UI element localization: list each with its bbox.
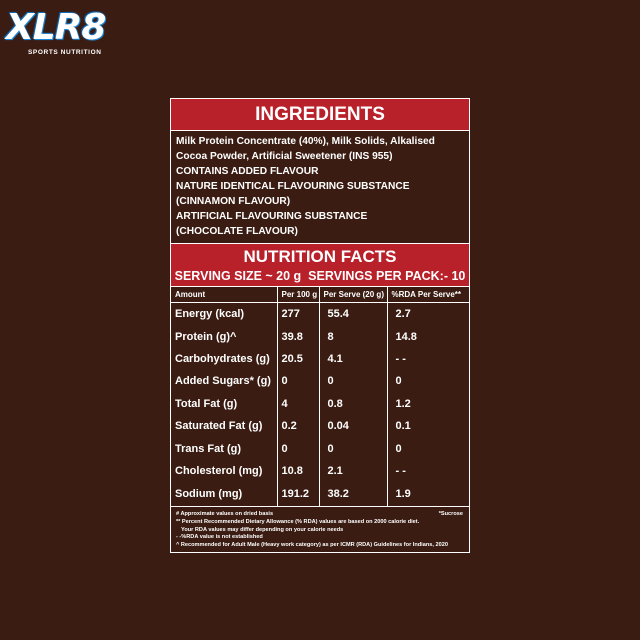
ingredients-title: INGREDIENTS (171, 99, 469, 131)
value-per100: 277 (277, 303, 319, 326)
table-row (171, 325, 469, 347)
value-per100: 39.8 (277, 325, 319, 347)
serving-info (171, 268, 469, 284)
logo-wordmark: XLR8 (6, 7, 106, 48)
value-per-serve: 38.2 (319, 482, 387, 507)
ingredients-line: Milk Protein Concentrate (40%), Milk Solids, Alkalised (176, 136, 435, 147)
nutrition-title: NUTRITION FACTS (243, 247, 397, 266)
table-row (171, 348, 469, 370)
col-header-per100: Per 100 g (277, 287, 319, 303)
footnote-line: ** Percent Recommended Dietary Allowance (% RDA) values are based on 2000 calorie diet. (176, 518, 420, 525)
col-header-amount: Amount (171, 287, 277, 303)
ingredients-list (171, 131, 469, 243)
footnote-line: ^ Recommended for Adult Male (Heavy work category) as per ICMR (RDA) Guidelines for Indians, 2020 (176, 541, 448, 548)
value-per-serve: 8 (319, 325, 387, 347)
value-per-serve: 0.8 (319, 393, 387, 415)
nutrient-name: Total Fat (g) (171, 393, 277, 415)
col-header-rda: %RDA Per Serve** (387, 287, 469, 303)
ingredients-line: CONTAINS ADDED FLAVOUR (176, 166, 319, 177)
footnote-line: # Approximate values on dried basis (176, 511, 274, 518)
value-rda: 2.7 (395, 308, 411, 321)
footnote-line: Your RDA values may differ depending on your calorie needs (181, 526, 344, 533)
value-per100: 0 (277, 370, 319, 392)
table-row (171, 393, 469, 415)
nutrient-name: Cholesterol (mg) (171, 460, 277, 482)
serving-size: SERVING SIZE ~ 20 g (174, 269, 302, 283)
nutrient-name: Energy (kcal) (171, 303, 277, 326)
ingredients-line: NATURE IDENTICAL FLAVOURING SUBSTANCE (176, 181, 410, 192)
value-per100: 0 (277, 437, 319, 459)
table-row (171, 415, 469, 437)
ingredients-line: (CHOCOLATE FLAVOUR) (176, 226, 298, 237)
ingredients-line: (CINNAMON FLAVOUR) (176, 196, 291, 207)
servings-per-pack: SERVINGS PER PACK:- 10 (308, 269, 466, 283)
value-rda: 0 (395, 375, 402, 388)
col-header-per-serve: Per Serve (20 g) (319, 287, 387, 303)
value-per-serve: 55.4 (319, 303, 387, 326)
value-per100: 4 (277, 393, 319, 415)
footnote-line: - -%RDA value is not established (176, 534, 263, 541)
value-per100: 10.8 (277, 460, 319, 482)
table-row (171, 370, 469, 392)
value-per100: 20.5 (277, 348, 319, 370)
nutrient-name: Carbohydrates (g) (171, 348, 277, 370)
ingredients-line: ARTIFICIAL FLAVOURING SUBSTANCE (176, 211, 368, 222)
nutrient-name: Sodium (mg) (171, 482, 277, 507)
table-row (171, 460, 469, 482)
value-per100: 191.2 (277, 482, 319, 507)
table-row (171, 482, 469, 507)
value-rda: 14.8 (395, 330, 417, 343)
value-per-serve: 0 (319, 437, 387, 459)
table-row (171, 437, 469, 459)
table-header-row (171, 287, 469, 303)
value-rda: - - (395, 464, 406, 477)
value-per100: 0.2 (277, 415, 319, 437)
table-row (171, 303, 469, 326)
footnote-sucrose: *Sucrose (438, 511, 463, 518)
value-rda: 1.9 (387, 482, 469, 507)
value-per-serve: 4.1 (319, 348, 387, 370)
label-panel (170, 98, 470, 553)
ingredients-line: Cocoa Powder, Artificial Sweetener (INS 955) (176, 151, 393, 162)
nutrition-banner (171, 243, 469, 287)
value-rda: - - (395, 352, 406, 365)
value-rda: 1.2 (395, 397, 411, 410)
brand-logo (6, 8, 136, 58)
logo-tagline: SPORTS NUTRITION (28, 49, 102, 56)
value-rda: 0 (395, 442, 402, 455)
nutrient-name: Trans Fat (g) (171, 437, 277, 459)
value-per-serve: 0.04 (319, 415, 387, 437)
value-per-serve: 0 (319, 370, 387, 392)
nutrient-name: Saturated Fat (g) (171, 415, 277, 437)
value-per-serve: 2.1 (319, 460, 387, 482)
value-rda: 0.1 (395, 420, 411, 433)
nutrition-table (171, 287, 469, 507)
nutrient-name: Protein (g)^ (171, 325, 277, 347)
footnotes (171, 507, 469, 550)
nutrient-name: Added Sugars* (g) (171, 370, 277, 392)
